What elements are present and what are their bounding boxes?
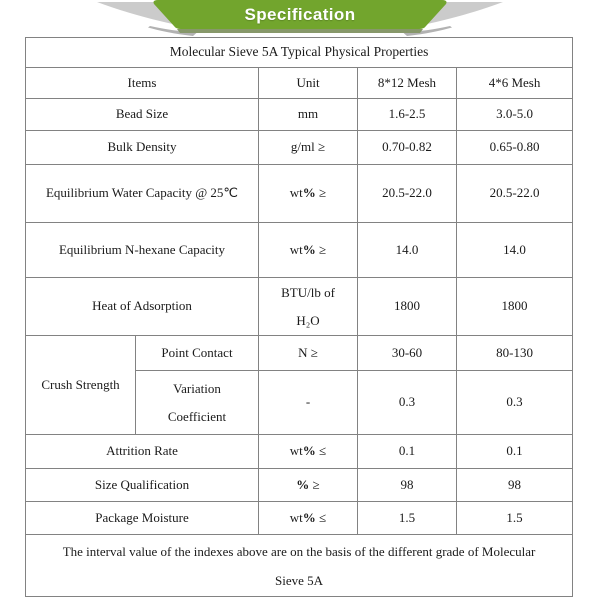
point-contact-m812: 30-60 bbox=[358, 336, 457, 371]
note-line2: Sieve 5A bbox=[275, 572, 324, 588]
banner-title: Specification bbox=[244, 4, 356, 24]
bead-size-item: Bead Size bbox=[26, 99, 259, 131]
bulk-density-m46: 0.65-0.80 bbox=[457, 131, 573, 165]
package-moisture-unit: wt% ≤ bbox=[259, 502, 358, 535]
heat-adsorption-m812: 1800 bbox=[358, 278, 457, 336]
row-nhexane-capacity bbox=[26, 223, 573, 278]
nhexane-m812: 14.0 bbox=[358, 223, 457, 278]
header-unit: Unit bbox=[259, 68, 358, 99]
nhexane-unit: wt% ≥ bbox=[259, 223, 358, 278]
variation-item bbox=[136, 371, 259, 435]
variation-unit: - bbox=[259, 371, 358, 435]
water-capacity-m46: 20.5-22.0 bbox=[457, 165, 573, 223]
water-capacity-item: Equilibrium Water Capacity @ 25℃ bbox=[26, 165, 259, 223]
nhexane-item: Equilibrium N-hexane Capacity bbox=[26, 223, 259, 278]
row-water-capacity bbox=[26, 165, 573, 223]
package-moisture-m812: 1.5 bbox=[358, 502, 457, 535]
spec-table bbox=[25, 37, 573, 597]
row-heat-adsorption bbox=[26, 278, 573, 336]
attrition-unit: wt% ≤ bbox=[259, 435, 358, 469]
attrition-m46: 0.1 bbox=[457, 435, 573, 469]
header-mesh-4-6: 4*6 Mesh bbox=[457, 68, 573, 99]
row-bulk-density bbox=[26, 131, 573, 165]
variation-item-line2: Coefficient bbox=[167, 408, 227, 424]
point-contact-item: Point Contact bbox=[136, 336, 259, 371]
heat-adsorption-unit-line2: H₂O bbox=[296, 312, 320, 328]
bulk-density-m812: 0.70-0.82 bbox=[358, 131, 457, 165]
specification-banner bbox=[0, 0, 600, 40]
bead-size-m46: 3.0-5.0 bbox=[457, 99, 573, 131]
size-qualification-m46: 98 bbox=[457, 469, 573, 502]
point-contact-unit: N ≥ bbox=[259, 336, 358, 371]
variation-item-line1: Variation bbox=[173, 380, 221, 396]
header-row bbox=[26, 68, 573, 99]
row-attrition-rate bbox=[26, 435, 573, 469]
size-qualification-m812: 98 bbox=[358, 469, 457, 502]
attrition-m812: 0.1 bbox=[358, 435, 457, 469]
table-title: Molecular Sieve 5A Typical Physical Properties bbox=[26, 38, 573, 68]
ribbon-green-shadow bbox=[177, 29, 423, 33]
row-point-contact bbox=[26, 336, 573, 371]
size-qualification-item: Size Qualification bbox=[26, 469, 259, 502]
header-mesh-8-12: 8*12 Mesh bbox=[358, 68, 457, 99]
water-capacity-unit: wt% ≥ bbox=[259, 165, 358, 223]
crush-strength-group: Crush Strength bbox=[26, 336, 136, 435]
nhexane-m46: 14.0 bbox=[457, 223, 573, 278]
row-bead-size bbox=[26, 99, 573, 131]
package-moisture-item: Package Moisture bbox=[26, 502, 259, 535]
heat-adsorption-item: Heat of Adsorption bbox=[26, 278, 259, 336]
note-cell bbox=[26, 535, 573, 597]
note-row bbox=[26, 535, 573, 597]
bulk-density-item: Bulk Density bbox=[26, 131, 259, 165]
row-size-qualification bbox=[26, 469, 573, 502]
title-row bbox=[26, 38, 573, 68]
bead-size-m812: 1.6-2.5 bbox=[358, 99, 457, 131]
heat-adsorption-m46: 1800 bbox=[457, 278, 573, 336]
variation-m46: 0.3 bbox=[457, 371, 573, 435]
package-moisture-m46: 1.5 bbox=[457, 502, 573, 535]
row-package-moisture bbox=[26, 502, 573, 535]
water-capacity-m812: 20.5-22.0 bbox=[358, 165, 457, 223]
note-line1: The interval value of the indexes above are on the basis of the different grade of Molecular bbox=[62, 543, 536, 559]
bead-size-unit: mm bbox=[259, 99, 358, 131]
heat-adsorption-unit-line1: BTU/lb of bbox=[281, 284, 335, 300]
header-items: Items bbox=[26, 68, 259, 99]
variation-m812: 0.3 bbox=[358, 371, 457, 435]
point-contact-m46: 80-130 bbox=[457, 336, 573, 371]
size-qualification-unit: % ≥ bbox=[259, 469, 358, 502]
bulk-density-unit: g/ml ≥ bbox=[259, 131, 358, 165]
attrition-item: Attrition Rate bbox=[26, 435, 259, 469]
heat-adsorption-unit bbox=[259, 278, 358, 336]
